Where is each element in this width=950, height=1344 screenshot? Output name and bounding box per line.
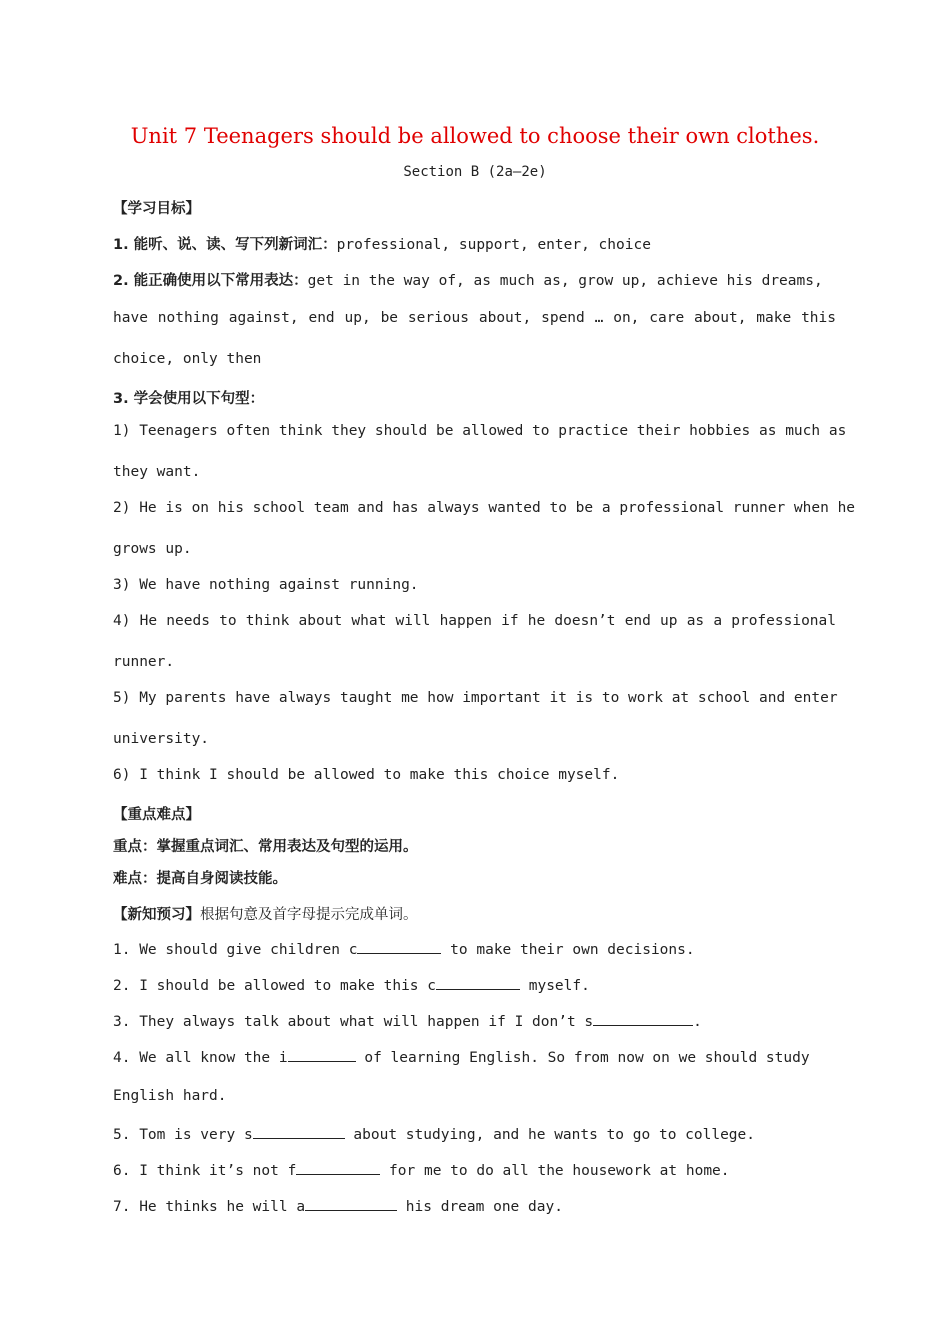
difficulty-point: 难点：提高自身阅读技能。 [113, 871, 287, 887]
objective-3-label: 3. 学会使用以下句型： [113, 391, 265, 407]
exercise-4-rest: of learning English. So from now on we should study [355, 1050, 810, 1066]
answer-blank[interactable] [305, 1196, 397, 1211]
objective-2-line-3: choice, only then [113, 351, 262, 367]
sentence-2-cont: grows up. [113, 541, 192, 557]
page-title: Unit 7 Teenagers should be allowed to choose their own clothes. [130, 124, 820, 148]
exercise-7-rest: his dream one day. [397, 1199, 563, 1215]
answer-blank[interactable] [357, 939, 441, 954]
answer-blank[interactable] [296, 1160, 380, 1175]
exercise-6-text: 6. I think it’s not f [113, 1163, 297, 1179]
objective-2-label: 2. 能正确使用以下常用表达： [113, 273, 308, 289]
exercise-7 [113, 1196, 836, 1215]
exercise-5-text: 5. Tom is very s [113, 1127, 253, 1143]
exercise-1 [113, 939, 836, 958]
exercise-5 [113, 1124, 836, 1143]
sentence-5: 5) My parents have always taught me how important it is to work at school and enter [113, 690, 838, 706]
objective-1 [113, 233, 836, 254]
exercise-2 [113, 975, 836, 994]
objectives-heading: 【学习目标】 [113, 201, 200, 217]
preview-heading [113, 903, 836, 924]
exercise-2-text: 2. I should be allowed to make this c [113, 978, 437, 994]
answer-blank[interactable] [288, 1047, 356, 1062]
exercise-6 [113, 1160, 836, 1179]
objective-2-expressions: get in the way of, as much as, grow up, achieve his dreams, [307, 273, 823, 289]
objective-1-words: professional, support, enter, choice [336, 237, 651, 253]
exercise-3-text: 3. They always talk about what will happen if I don’t s [113, 1014, 594, 1030]
exercise-6-rest: for me to do all the housework at home. [380, 1163, 730, 1179]
answer-blank[interactable] [253, 1124, 345, 1139]
sentence-5-cont: university. [113, 731, 210, 747]
exercise-3 [113, 1011, 836, 1030]
section-subtitle: Section B (2a—2e) [403, 164, 547, 180]
exercise-7-text: 7. He thinks he will a [113, 1199, 306, 1215]
exercise-1-text: 1. We should give children c [113, 942, 358, 958]
exercise-1-rest: to make their own decisions. [441, 942, 695, 958]
focus-point: 重点：掌握重点词汇、常用表达及句型的运用。 [113, 839, 418, 855]
sentence-2: 2) He is on his school team and has always wanted to be a professional runner when he [113, 500, 856, 516]
preview-title: 【新知预习】 [113, 907, 200, 923]
objective-2-line-2: have nothing against, end up, be serious about, spend … on, care about, make this [113, 310, 836, 326]
answer-blank[interactable] [593, 1011, 693, 1026]
sentence-1-cont: they want. [113, 464, 201, 480]
objective-1-label: 1. 能听、说、读、写下列新词汇： [113, 237, 337, 253]
preview-instruction: 根据句意及首字母提示完成单词。 [200, 907, 418, 923]
sentence-1: 1) Teenagers often think they should be allowed to practice their hobbies as much as [113, 423, 847, 439]
key-points-heading: 【重点难点】 [113, 807, 200, 823]
exercise-3-rest: . [693, 1014, 702, 1030]
exercise-4-cont: English hard. [113, 1088, 227, 1104]
exercise-5-rest: about studying, and he wants to go to college. [344, 1127, 755, 1143]
sentence-6: 6) I think I should be allowed to make this choice myself. [113, 767, 620, 783]
exercise-4 [113, 1047, 836, 1066]
sentence-3: 3) We have nothing against running. [113, 577, 419, 593]
objective-2 [113, 269, 836, 290]
answer-blank[interactable] [436, 975, 520, 990]
sentence-4-cont: runner. [113, 654, 175, 670]
exercise-2-rest: myself. [520, 978, 590, 994]
exercise-4-text: 4. We all know the i [113, 1050, 288, 1066]
sentence-4: 4) He needs to think about what will happen if he doesn’t end up as a professional [113, 613, 836, 629]
